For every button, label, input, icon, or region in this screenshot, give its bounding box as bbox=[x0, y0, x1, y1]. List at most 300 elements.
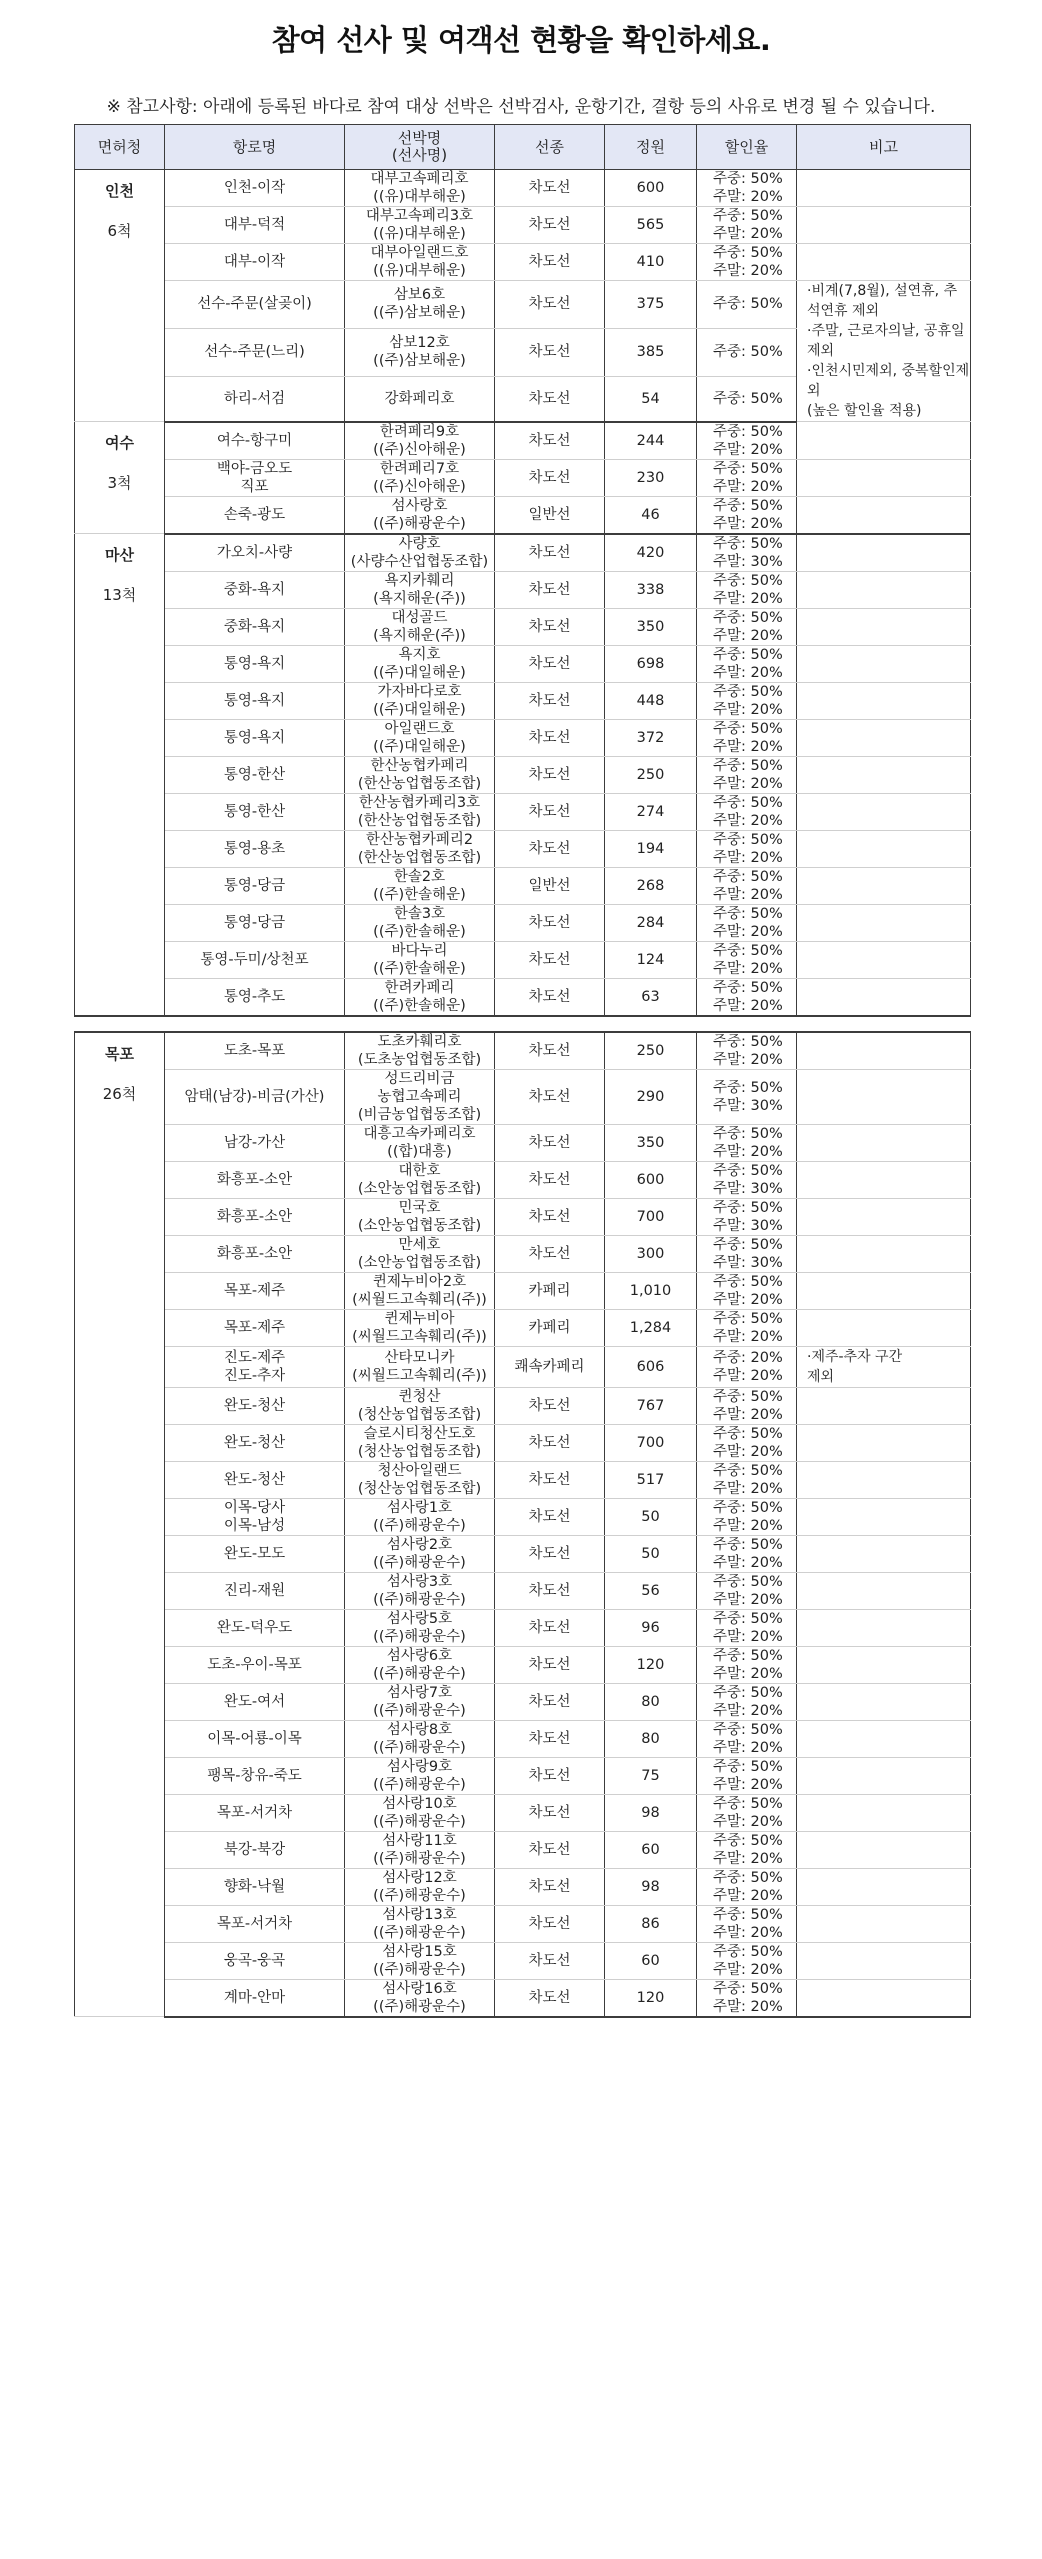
route-cell: 목포-서거차 bbox=[165, 1794, 345, 1831]
table-row bbox=[75, 244, 971, 281]
discount-rate-cell: 주중: 50% 주말: 20% bbox=[697, 1868, 797, 1905]
ship-cell: 섬사랑8호 ((주)해광운수) bbox=[345, 1720, 495, 1757]
route-cell: 완도-청산 bbox=[165, 1387, 345, 1424]
ship-cell: 한솔2호 ((주)한솔해운) bbox=[345, 867, 495, 904]
capacity-cell: 606 bbox=[605, 1346, 697, 1387]
table-row bbox=[75, 1831, 971, 1868]
table-row bbox=[75, 904, 971, 941]
table-row bbox=[75, 941, 971, 978]
capacity-cell: 300 bbox=[605, 1235, 697, 1272]
header-ship: 선박명 (선사명) bbox=[345, 125, 495, 170]
remark-cell bbox=[797, 1387, 971, 1424]
ship-cell: 한려카페리 ((주)한솔해운) bbox=[345, 978, 495, 1016]
ship-cell: 가자바다로호 ((주)대일해운) bbox=[345, 682, 495, 719]
route-cell: 통영-추도 bbox=[165, 978, 345, 1016]
ship-cell: 섬사랑10호 ((주)해광운수) bbox=[345, 1794, 495, 1831]
table-row bbox=[75, 1498, 971, 1535]
discount-rate-cell: 주중: 50% 주말: 20% bbox=[697, 1272, 797, 1309]
remark-cell bbox=[797, 571, 971, 608]
ship-type-cell: 차도선 bbox=[495, 1069, 605, 1124]
route-cell: 암태(남강)-비금(가산) bbox=[165, 1069, 345, 1124]
remark-cell bbox=[797, 207, 971, 244]
discount-rate-cell: 주중: 50% 주말: 20% bbox=[697, 1309, 797, 1346]
ship-type-cell: 차도선 bbox=[495, 1720, 605, 1757]
table-row bbox=[75, 1424, 971, 1461]
discount-rate-cell: 주중: 50% 주말: 20% bbox=[697, 941, 797, 978]
route-cell: 완도-여서 bbox=[165, 1683, 345, 1720]
discount-rate-cell: 주중: 50% 주말: 20% bbox=[697, 1424, 797, 1461]
route-cell: 손죽-광도 bbox=[165, 496, 345, 534]
separator-cell bbox=[75, 1016, 971, 1032]
ship-type-cell: 쾌속카페리 bbox=[495, 1346, 605, 1387]
capacity-cell: 124 bbox=[605, 941, 697, 978]
capacity-cell: 375 bbox=[605, 281, 697, 329]
remark-cell bbox=[797, 534, 971, 572]
route-cell: 통영-두미/상천포 bbox=[165, 941, 345, 978]
route-cell: 완도-청산 bbox=[165, 1461, 345, 1498]
discount-rate-cell: 주중: 50% 주말: 20% bbox=[697, 1794, 797, 1831]
ship-cell: 도초카훼리호 (도초농업협동조합) bbox=[345, 1032, 495, 1070]
ship-cell: 슬로시티청산도호 (청산농업협동조합) bbox=[345, 1424, 495, 1461]
capacity-cell: 767 bbox=[605, 1387, 697, 1424]
capacity-cell: 80 bbox=[605, 1720, 697, 1757]
capacity-cell: 80 bbox=[605, 1683, 697, 1720]
remark-cell bbox=[797, 1198, 971, 1235]
capacity-cell: 274 bbox=[605, 793, 697, 830]
ship-type-cell: 카페리 bbox=[495, 1309, 605, 1346]
ship-cell: 섬사랑11호 ((주)해광운수) bbox=[345, 1831, 495, 1868]
discount-rate-cell: 주중: 50% 주말: 30% bbox=[697, 1198, 797, 1235]
ship-type-cell: 차도선 bbox=[495, 244, 605, 281]
ship-cell: 섬사랑6호 ((주)해광운수) bbox=[345, 1646, 495, 1683]
table-row bbox=[75, 1683, 971, 1720]
ship-cell: 한산농협카페리2 (한산농업협동조합) bbox=[345, 830, 495, 867]
remark-cell bbox=[797, 1609, 971, 1646]
ship-type-cell: 차도선 bbox=[495, 281, 605, 329]
ship-type-cell: 차도선 bbox=[495, 830, 605, 867]
remark-cell bbox=[797, 904, 971, 941]
table-row bbox=[75, 682, 971, 719]
remark-cell bbox=[797, 756, 971, 793]
route-cell: 완도-청산 bbox=[165, 1424, 345, 1461]
ship-type-cell: 차도선 bbox=[495, 1498, 605, 1535]
table-row bbox=[75, 867, 971, 904]
region-ship-count: 3척 bbox=[107, 474, 132, 492]
capacity-cell: 230 bbox=[605, 459, 697, 496]
ship-type-cell: 차도선 bbox=[495, 1198, 605, 1235]
discount-rate-cell: 주중: 50% 주말: 20% bbox=[697, 867, 797, 904]
capacity-cell: 86 bbox=[605, 1905, 697, 1942]
ship-cell: 한려페리9호 ((주)신아해운) bbox=[345, 422, 495, 460]
table-row bbox=[75, 1757, 971, 1794]
ship-type-cell: 차도선 bbox=[495, 534, 605, 572]
discount-rate-cell: 주중: 20% 주말: 20% bbox=[697, 1346, 797, 1387]
remark-cell bbox=[797, 1979, 971, 2017]
route-cell: 화흥포-소안 bbox=[165, 1198, 345, 1235]
discount-rate-cell: 주중: 50% 주말: 20% bbox=[697, 682, 797, 719]
route-cell: 여수-항구미 bbox=[165, 422, 345, 460]
reference-note: ※ 참고사항: 아래에 등록된 바다로 참여 대상 선박은 선박검사, 운항기간, 결항 등의 사유로 변경 될 수 있습니다. bbox=[106, 97, 936, 117]
region-cell bbox=[75, 422, 165, 534]
table-row bbox=[75, 170, 971, 207]
remark-cell bbox=[797, 1868, 971, 1905]
region-name: 마산 bbox=[105, 546, 134, 564]
capacity-cell: 194 bbox=[605, 830, 697, 867]
discount-rate-cell: 주중: 50% 주말: 30% bbox=[697, 1161, 797, 1198]
ship-type-cell: 차도선 bbox=[495, 608, 605, 645]
ship-type-cell: 차도선 bbox=[495, 1161, 605, 1198]
capacity-cell: 46 bbox=[605, 496, 697, 534]
discount-rate-cell: 주중: 50% bbox=[697, 281, 797, 329]
remark-cell bbox=[797, 1535, 971, 1572]
discount-rate-cell: 주중: 50% 주말: 20% bbox=[697, 1942, 797, 1979]
table-row bbox=[75, 1979, 971, 2017]
remark-cell bbox=[797, 1235, 971, 1272]
remark-cell bbox=[797, 244, 971, 281]
table-row bbox=[75, 645, 971, 682]
remark-cell bbox=[797, 459, 971, 496]
discount-rate-cell: 주중: 50% 주말: 20% bbox=[697, 830, 797, 867]
discount-rate-cell: 주중: 50% 주말: 20% bbox=[697, 422, 797, 460]
route-cell: 하리-서검 bbox=[165, 376, 345, 421]
ship-type-cell: 차도선 bbox=[495, 756, 605, 793]
ship-type-cell: 차도선 bbox=[495, 571, 605, 608]
ship-type-cell: 차도선 bbox=[495, 1609, 605, 1646]
remark-cell: ·제주-추자 구간 제외 bbox=[797, 1346, 971, 1387]
ship-type-cell: 차도선 bbox=[495, 1646, 605, 1683]
table-row bbox=[75, 756, 971, 793]
table-row bbox=[75, 608, 971, 645]
route-cell: 북강-북강 bbox=[165, 1831, 345, 1868]
capacity-cell: 60 bbox=[605, 1831, 697, 1868]
ship-type-cell: 차도선 bbox=[495, 328, 605, 376]
remark-cell bbox=[797, 1646, 971, 1683]
capacity-cell: 250 bbox=[605, 756, 697, 793]
ship-cell: 강화페리호 bbox=[345, 376, 495, 421]
remark-cell bbox=[797, 682, 971, 719]
remark-cell bbox=[797, 1161, 971, 1198]
capacity-cell: 120 bbox=[605, 1979, 697, 2017]
remark-cell bbox=[797, 830, 971, 867]
capacity-cell: 60 bbox=[605, 1942, 697, 1979]
ship-cell: 섬사랑15호 ((주)해광운수) bbox=[345, 1942, 495, 1979]
ship-type-cell: 차도선 bbox=[495, 1235, 605, 1272]
ship-type-cell: 차도선 bbox=[495, 1124, 605, 1161]
capacity-cell: 517 bbox=[605, 1461, 697, 1498]
route-cell: 인천-이작 bbox=[165, 170, 345, 207]
route-cell: 선수-주문(살곶이) bbox=[165, 281, 345, 329]
capacity-cell: 350 bbox=[605, 608, 697, 645]
ship-cell: 섬사랑5호 ((주)해광운수) bbox=[345, 1609, 495, 1646]
capacity-cell: 338 bbox=[605, 571, 697, 608]
route-cell: 대부-덕적 bbox=[165, 207, 345, 244]
table-row bbox=[75, 571, 971, 608]
capacity-cell: 290 bbox=[605, 1069, 697, 1124]
table-row bbox=[75, 1161, 971, 1198]
ship-cell: 섬사랑7호 ((주)해광운수) bbox=[345, 1683, 495, 1720]
ship-cell: 만세호 (소안농업협동조합) bbox=[345, 1235, 495, 1272]
capacity-cell: 600 bbox=[605, 170, 697, 207]
route-cell: 도초-우이-목포 bbox=[165, 1646, 345, 1683]
capacity-cell: 385 bbox=[605, 328, 697, 376]
ship-cell: 성드리비금 농협고속페리 (비금농업협동조합) bbox=[345, 1069, 495, 1124]
table-row bbox=[75, 1609, 971, 1646]
table-row bbox=[75, 1346, 971, 1387]
capacity-cell: 50 bbox=[605, 1535, 697, 1572]
capacity-cell: 244 bbox=[605, 422, 697, 460]
capacity-cell: 448 bbox=[605, 682, 697, 719]
ship-type-cell: 카페리 bbox=[495, 1272, 605, 1309]
discount-rate-cell: 주중: 50% 주말: 20% bbox=[697, 756, 797, 793]
capacity-cell: 410 bbox=[605, 244, 697, 281]
discount-rate-cell: 주중: 50% 주말: 20% bbox=[697, 1831, 797, 1868]
ship-type-cell: 차도선 bbox=[495, 376, 605, 421]
route-cell: 이목-당사 이목-남성 bbox=[165, 1498, 345, 1535]
ferry-table bbox=[74, 124, 971, 2018]
table-row bbox=[75, 1069, 971, 1124]
ship-cell: 섬사랑12호 ((주)해광운수) bbox=[345, 1868, 495, 1905]
route-cell: 통영-당금 bbox=[165, 904, 345, 941]
route-cell: 목포-제주 bbox=[165, 1309, 345, 1346]
capacity-cell: 284 bbox=[605, 904, 697, 941]
route-cell: 대부-이작 bbox=[165, 244, 345, 281]
header-capacity: 정원 bbox=[605, 125, 697, 170]
table-row bbox=[75, 281, 971, 329]
route-cell: 남강-가산 bbox=[165, 1124, 345, 1161]
discount-rate-cell: 주중: 50% 주말: 20% bbox=[697, 1905, 797, 1942]
remark-cell bbox=[797, 1032, 971, 1070]
discount-rate-cell: 주중: 50% bbox=[697, 376, 797, 421]
discount-rate-cell: 주중: 50% 주말: 30% bbox=[697, 1069, 797, 1124]
page-title: 참여 선사 및 여객선 현황을 확인하세요. bbox=[271, 23, 771, 57]
ship-cell: 삼보12호 ((주)삼보해운) bbox=[345, 328, 495, 376]
capacity-cell: 1,284 bbox=[605, 1309, 697, 1346]
ship-cell: 대부고속페리호 ((유)대부해운) bbox=[345, 170, 495, 207]
route-cell: 이목-어룡-이목 bbox=[165, 1720, 345, 1757]
remark-cell bbox=[797, 1572, 971, 1609]
capacity-cell: 63 bbox=[605, 978, 697, 1016]
ship-type-cell: 일반선 bbox=[495, 867, 605, 904]
remark-cell bbox=[797, 170, 971, 207]
ship-cell: 섬사랑16호 ((주)해광운수) bbox=[345, 1979, 495, 2017]
remark-cell bbox=[797, 1309, 971, 1346]
capacity-cell: 56 bbox=[605, 1572, 697, 1609]
capacity-cell: 420 bbox=[605, 534, 697, 572]
ship-cell: 섬사랑13호 ((주)해광운수) bbox=[345, 1905, 495, 1942]
remark-cell bbox=[797, 793, 971, 830]
route-cell: 통영-용초 bbox=[165, 830, 345, 867]
ship-type-cell: 차도선 bbox=[495, 904, 605, 941]
route-cell: 화흥포-소안 bbox=[165, 1235, 345, 1272]
route-cell: 통영-욕지 bbox=[165, 645, 345, 682]
discount-rate-cell: 주중: 50% 주말: 20% bbox=[697, 1646, 797, 1683]
remark-cell bbox=[797, 1720, 971, 1757]
table-row bbox=[75, 1868, 971, 1905]
ship-type-cell: 차도선 bbox=[495, 1683, 605, 1720]
capacity-cell: 350 bbox=[605, 1124, 697, 1161]
ship-type-cell: 차도선 bbox=[495, 1794, 605, 1831]
discount-rate-cell: 주중: 50% 주말: 20% bbox=[697, 1720, 797, 1757]
capacity-cell: 700 bbox=[605, 1198, 697, 1235]
ship-type-cell: 차도선 bbox=[495, 1868, 605, 1905]
route-cell: 통영-한산 bbox=[165, 756, 345, 793]
capacity-cell: 54 bbox=[605, 376, 697, 421]
ship-type-cell: 차도선 bbox=[495, 719, 605, 756]
route-cell: 진도-제주 진도-추자 bbox=[165, 1346, 345, 1387]
ship-cell: 섬사랑1호 ((주)해광운수) bbox=[345, 1498, 495, 1535]
ship-type-cell: 차도선 bbox=[495, 1461, 605, 1498]
table-row bbox=[75, 1235, 971, 1272]
ship-type-cell: 차도선 bbox=[495, 1942, 605, 1979]
ship-type-cell: 차도선 bbox=[495, 978, 605, 1016]
capacity-cell: 75 bbox=[605, 1757, 697, 1794]
region-name: 여수 bbox=[105, 434, 134, 452]
table-row bbox=[75, 1032, 971, 1070]
remark-cell bbox=[797, 1831, 971, 1868]
discount-rate-cell: 주중: 50% 주말: 20% bbox=[697, 1535, 797, 1572]
ship-type-cell: 차도선 bbox=[495, 459, 605, 496]
remark-cell bbox=[797, 867, 971, 904]
ship-cell: 퀸청산 (청산농업협동조합) bbox=[345, 1387, 495, 1424]
ship-cell: 바다누리 ((주)한솔해운) bbox=[345, 941, 495, 978]
header-remark: 비고 bbox=[797, 125, 971, 170]
discount-rate-cell: 주중: 50% 주말: 20% bbox=[697, 1387, 797, 1424]
ship-type-cell: 차도선 bbox=[495, 1831, 605, 1868]
discount-rate-cell: 주중: 50% 주말: 20% bbox=[697, 719, 797, 756]
ship-type-cell: 차도선 bbox=[495, 1572, 605, 1609]
discount-rate-cell: 주중: 50% 주말: 30% bbox=[697, 1235, 797, 1272]
discount-rate-cell: 주중: 50% 주말: 20% bbox=[697, 1124, 797, 1161]
ship-cell: 대한호 (소안농업협동조합) bbox=[345, 1161, 495, 1198]
table-row bbox=[75, 1905, 971, 1942]
table-row bbox=[75, 1272, 971, 1309]
discount-rate-cell: 주중: 50% 주말: 20% bbox=[697, 793, 797, 830]
route-cell: 중화-욕지 bbox=[165, 571, 345, 608]
capacity-cell: 372 bbox=[605, 719, 697, 756]
ship-cell: 청산아일랜드 (청산농업협동조합) bbox=[345, 1461, 495, 1498]
discount-rate-cell: 주중: 50% 주말: 20% bbox=[697, 1498, 797, 1535]
ship-cell: 퀸제누비아2호 (씨월드고속훼리(주)) bbox=[345, 1272, 495, 1309]
table-row bbox=[75, 1572, 971, 1609]
capacity-cell: 98 bbox=[605, 1794, 697, 1831]
group-separator bbox=[75, 1016, 971, 1032]
remark-cell bbox=[797, 719, 971, 756]
remark-cell bbox=[797, 978, 971, 1016]
ship-cell: 아일랜드호 ((주)대일해운) bbox=[345, 719, 495, 756]
capacity-cell: 250 bbox=[605, 1032, 697, 1070]
table-row bbox=[75, 1309, 971, 1346]
table-row bbox=[75, 1461, 971, 1498]
ship-type-cell: 차도선 bbox=[495, 1387, 605, 1424]
ship-type-cell: 차도선 bbox=[495, 1905, 605, 1942]
region-ship-count: 6척 bbox=[107, 222, 132, 240]
route-cell: 통영-한산 bbox=[165, 793, 345, 830]
discount-rate-cell: 주중: 50% 주말: 20% bbox=[697, 207, 797, 244]
ship-type-cell: 차도선 bbox=[495, 1424, 605, 1461]
route-cell: 팽목-창유-죽도 bbox=[165, 1757, 345, 1794]
header-type: 선종 bbox=[495, 125, 605, 170]
ship-cell: 섬사랑2호 ((주)해광운수) bbox=[345, 1535, 495, 1572]
discount-rate-cell: 주중: 50% 주말: 20% bbox=[697, 170, 797, 207]
ship-cell: 한려페리7호 ((주)신아해운) bbox=[345, 459, 495, 496]
discount-rate-cell: 주중: 50% 주말: 20% bbox=[697, 645, 797, 682]
route-cell: 백야-금오도 직포 bbox=[165, 459, 345, 496]
discount-rate-cell: 주중: 50% 주말: 20% bbox=[697, 1609, 797, 1646]
capacity-cell: 700 bbox=[605, 1424, 697, 1461]
ship-cell: 사량호 (사량수산업협동조합) bbox=[345, 534, 495, 572]
ship-cell: 한솔3호 ((주)한솔해운) bbox=[345, 904, 495, 941]
route-cell: 중화-욕지 bbox=[165, 608, 345, 645]
discount-rate-cell: 주중: 50% 주말: 20% bbox=[697, 1572, 797, 1609]
route-cell: 도초-목포 bbox=[165, 1032, 345, 1070]
table-row bbox=[75, 830, 971, 867]
discount-rate-cell: 주중: 50% 주말: 20% bbox=[697, 496, 797, 534]
route-cell: 목포-제주 bbox=[165, 1272, 345, 1309]
ship-type-cell: 차도선 bbox=[495, 170, 605, 207]
ship-cell: 퀸제누비아 (씨월드고속훼리(주)) bbox=[345, 1309, 495, 1346]
header-region: 면허청 bbox=[75, 125, 165, 170]
table-row bbox=[75, 422, 971, 460]
route-cell: 통영-당금 bbox=[165, 867, 345, 904]
ship-type-cell: 일반선 bbox=[495, 496, 605, 534]
discount-rate-cell: 주중: 50% 주말: 30% bbox=[697, 534, 797, 572]
table-row bbox=[75, 534, 971, 572]
remark-cell bbox=[797, 1683, 971, 1720]
ship-type-cell: 차도선 bbox=[495, 422, 605, 460]
ship-cell: 욕지호 ((주)대일해운) bbox=[345, 645, 495, 682]
remark-cell bbox=[797, 1069, 971, 1124]
region-name: 인천 bbox=[105, 182, 134, 200]
ship-type-cell: 차도선 bbox=[495, 645, 605, 682]
capacity-cell: 268 bbox=[605, 867, 697, 904]
ship-cell: 섬사랑호 ((주)해광운수) bbox=[345, 496, 495, 534]
ship-cell: 대부고속페리3호 ((유)대부해운) bbox=[345, 207, 495, 244]
table-row bbox=[75, 1198, 971, 1235]
table-row bbox=[75, 719, 971, 756]
discount-rate-cell: 주중: 50% 주말: 20% bbox=[697, 904, 797, 941]
discount-rate-cell: 주중: 50% 주말: 20% bbox=[697, 244, 797, 281]
table-row bbox=[75, 207, 971, 244]
route-cell: 통영-욕지 bbox=[165, 719, 345, 756]
table-row bbox=[75, 459, 971, 496]
capacity-cell: 50 bbox=[605, 1498, 697, 1535]
region-cell bbox=[75, 170, 165, 422]
ship-cell: 민국호 (소안농업협동조합) bbox=[345, 1198, 495, 1235]
table-body bbox=[75, 170, 971, 2017]
table-row bbox=[75, 1535, 971, 1572]
table-row bbox=[75, 793, 971, 830]
ship-cell: 산타모니카 (씨월드고속훼리(주)) bbox=[345, 1346, 495, 1387]
ship-type-cell: 차도선 bbox=[495, 793, 605, 830]
region-ship-count: 26척 bbox=[102, 1084, 137, 1103]
ship-cell: 대부아일랜드호 ((유)대부해운) bbox=[345, 244, 495, 281]
ship-type-cell: 차도선 bbox=[495, 1979, 605, 2017]
remark-cell bbox=[797, 422, 971, 460]
remark-cell bbox=[797, 1461, 971, 1498]
ship-cell: 대성골드 (욕지해운(주)) bbox=[345, 608, 495, 645]
route-cell: 완도-덕우도 bbox=[165, 1609, 345, 1646]
remark-cell bbox=[797, 1424, 971, 1461]
discount-rate-cell: 주중: 50% 주말: 20% bbox=[697, 571, 797, 608]
capacity-cell: 98 bbox=[605, 1868, 697, 1905]
table-row bbox=[75, 1794, 971, 1831]
route-cell: 완도-모도 bbox=[165, 1535, 345, 1572]
route-cell: 화흥포-소안 bbox=[165, 1161, 345, 1198]
remark-cell bbox=[797, 1794, 971, 1831]
discount-rate-cell: 주중: 50% 주말: 20% bbox=[697, 1461, 797, 1498]
region-ship-count: 13척 bbox=[102, 586, 137, 604]
table-row bbox=[75, 1720, 971, 1757]
